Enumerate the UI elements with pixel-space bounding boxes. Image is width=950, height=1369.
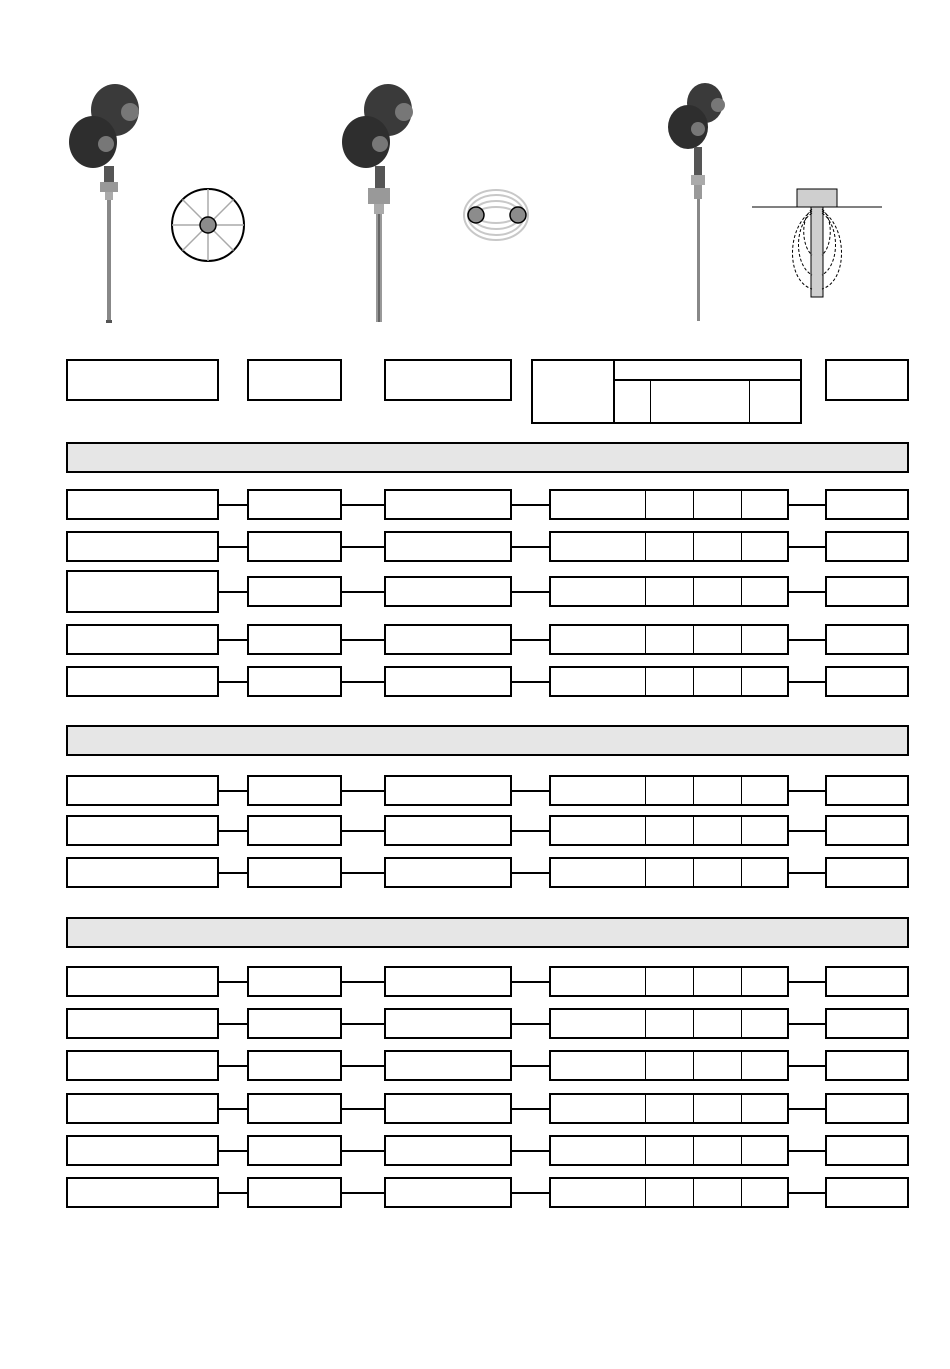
s3-r5-connector-2 (341, 1150, 385, 1152)
s3-r1-connector-1 (218, 981, 248, 983)
s3-r3-box-1 (66, 1050, 219, 1081)
s2-r1-box-3 (384, 775, 512, 806)
s3-r6-box-1 (66, 1177, 219, 1208)
s1-r1-cell-divider-1 (645, 490, 646, 519)
s1-r1-cell-divider-3 (741, 490, 742, 519)
s1-r2-cell-divider-1 (645, 532, 646, 561)
s3-r4-cell-divider-1 (645, 1094, 646, 1123)
s3-r3-box-3 (384, 1050, 512, 1081)
s3-r3-cell-divider-1 (645, 1051, 646, 1080)
s3-r4-box-5 (825, 1093, 909, 1124)
s3-r1-cell-divider-3 (741, 967, 742, 996)
header-divider (613, 360, 615, 423)
s3-r3-box-4 (549, 1050, 789, 1081)
s2-r3-box-4 (549, 857, 789, 888)
s1-r3-connector-3 (511, 591, 550, 593)
s3-r4-box-4 (549, 1093, 789, 1124)
s2-r3-cell-divider-2 (693, 858, 694, 887)
s3-r2-box-3 (384, 1008, 512, 1039)
s2-r3-box-2 (247, 857, 342, 888)
s1-r4-connector-2 (341, 639, 385, 641)
s3-r3-connector-1 (218, 1065, 248, 1067)
s2-r2-connector-3 (511, 830, 550, 832)
s1-r4-box-4 (549, 624, 789, 655)
s1-r2-connector-3 (511, 546, 550, 548)
s1-r2-box-1 (66, 531, 219, 562)
s3-r1-connector-3 (511, 981, 550, 983)
s3-r6-connector-4 (788, 1192, 826, 1194)
s2-r2-box-4 (549, 815, 789, 846)
s1-r3-cell-divider-1 (645, 577, 646, 606)
header-box-5 (825, 359, 909, 401)
s3-r2-cell-divider-3 (741, 1009, 742, 1038)
s3-r5-connector-3 (511, 1150, 550, 1152)
s2-r1-box-2 (247, 775, 342, 806)
s3-r4-connector-3 (511, 1108, 550, 1110)
s3-r5-cell-divider-1 (645, 1136, 646, 1165)
header-subcell-divider-1 (650, 380, 651, 423)
s1-r2-box-3 (384, 531, 512, 562)
s3-r2-connector-2 (341, 1023, 385, 1025)
s1-r4-box-5 (825, 624, 909, 655)
s3-r2-cell-divider-2 (693, 1009, 694, 1038)
s2-r3-cell-divider-3 (741, 858, 742, 887)
s3-r3-cell-divider-2 (693, 1051, 694, 1080)
s1-r5-box-4 (549, 666, 789, 697)
s3-r6-box-4 (549, 1177, 789, 1208)
s3-r2-box-5 (825, 1008, 909, 1039)
s3-r3-box-2 (247, 1050, 342, 1081)
s3-r6-cell-divider-2 (693, 1178, 694, 1207)
s3-r5-cell-divider-3 (741, 1136, 742, 1165)
s3-r3-cell-divider-3 (741, 1051, 742, 1080)
s1-r2-connector-2 (341, 546, 385, 548)
s3-r2-connector-1 (218, 1023, 248, 1025)
s2-r1-connector-3 (511, 790, 550, 792)
s2-r1-box-4 (549, 775, 789, 806)
s3-r6-box-2 (247, 1177, 342, 1208)
s3-r6-connector-3 (511, 1192, 550, 1194)
s3-r4-connector-2 (341, 1108, 385, 1110)
s1-r4-cell-divider-1 (645, 625, 646, 654)
s1-r3-box-1 (66, 570, 219, 613)
s3-r6-connector-1 (218, 1192, 248, 1194)
s2-r2-connector-2 (341, 830, 385, 832)
s3-r5-box-2 (247, 1135, 342, 1166)
s3-r1-cell-divider-2 (693, 967, 694, 996)
s3-r5-box-4 (549, 1135, 789, 1166)
s2-r3-cell-divider-1 (645, 858, 646, 887)
s3-r2-box-4 (549, 1008, 789, 1039)
s3-r1-box-2 (247, 966, 342, 997)
header-subcell-divider-2 (749, 380, 750, 423)
s2-r3-box-5 (825, 857, 909, 888)
s1-r1-connector-1 (218, 504, 248, 506)
s1-r1-box-2 (247, 489, 342, 520)
s3-r2-connector-4 (788, 1023, 826, 1025)
s3-r5-connector-4 (788, 1150, 826, 1152)
s3-r2-box-2 (247, 1008, 342, 1039)
s1-r1-connector-3 (511, 504, 550, 506)
s1-r2-box-5 (825, 531, 909, 562)
s1-r3-connector-4 (788, 591, 826, 593)
s1-r3-box-2 (247, 576, 342, 607)
s3-r4-connector-1 (218, 1108, 248, 1110)
s1-r3-cell-divider-2 (693, 577, 694, 606)
s2-r2-connector-4 (788, 830, 826, 832)
s3-r3-connector-4 (788, 1065, 826, 1067)
s3-r1-cell-divider-1 (645, 967, 646, 996)
s2-r2-cell-divider-3 (741, 816, 742, 845)
s1-r4-connector-3 (511, 639, 550, 641)
s1-r3-connector-1 (218, 591, 248, 593)
s2-r1-connector-1 (218, 790, 248, 792)
s3-r1-box-4 (549, 966, 789, 997)
s1-r5-cell-divider-1 (645, 667, 646, 696)
header-box-1 (66, 359, 219, 401)
s2-r1-box-5 (825, 775, 909, 806)
s2-r3-connector-4 (788, 872, 826, 874)
s1-r5-box-1 (66, 666, 219, 697)
s2-r2-cell-divider-1 (645, 816, 646, 845)
s2-r2-box-3 (384, 815, 512, 846)
s1-r1-cell-divider-2 (693, 490, 694, 519)
s1-r1-connector-2 (341, 504, 385, 506)
section-bar-1 (66, 442, 909, 473)
level-probe-short-rod (650, 75, 750, 325)
s1-r4-connector-1 (218, 639, 248, 641)
s3-r1-box-3 (384, 966, 512, 997)
s2-r3-connector-3 (511, 872, 550, 874)
s2-r3-connector-2 (341, 872, 385, 874)
s1-r3-box-4 (549, 576, 789, 607)
s3-r4-box-1 (66, 1093, 219, 1124)
s1-r5-connector-2 (341, 681, 385, 683)
s1-r4-cell-divider-3 (741, 625, 742, 654)
s3-r4-cell-divider-2 (693, 1094, 694, 1123)
level-probe-single-rod (60, 70, 160, 330)
s3-r5-box-5 (825, 1135, 909, 1166)
s2-r1-cell-divider-1 (645, 776, 646, 805)
s1-r1-box-1 (66, 489, 219, 520)
s3-r3-box-5 (825, 1050, 909, 1081)
s1-r4-box-3 (384, 624, 512, 655)
s1-r3-box-3 (384, 576, 512, 607)
header-box-2 (247, 359, 342, 401)
s1-r3-box-5 (825, 576, 909, 607)
s3-r5-box-1 (66, 1135, 219, 1166)
two-conductor-field-icon (462, 188, 532, 244)
s3-r3-connector-2 (341, 1065, 385, 1067)
s1-r2-cell-divider-2 (693, 532, 694, 561)
s2-r2-box-5 (825, 815, 909, 846)
s1-r1-box-4 (549, 489, 789, 520)
s3-r5-cell-divider-2 (693, 1136, 694, 1165)
s3-r2-cell-divider-1 (645, 1009, 646, 1038)
section-bar-3 (66, 917, 909, 948)
s2-r1-connector-2 (341, 790, 385, 792)
header-box-3 (384, 359, 512, 401)
section-bar-2 (66, 725, 909, 756)
s1-r5-cell-divider-3 (741, 667, 742, 696)
radial-field-icon (168, 185, 248, 265)
s2-r1-cell-divider-3 (741, 776, 742, 805)
s1-r5-connector-4 (788, 681, 826, 683)
s2-r3-connector-1 (218, 872, 248, 874)
rod-field-pattern-icon (752, 185, 884, 301)
s1-r5-box-2 (247, 666, 342, 697)
s1-r5-cell-divider-2 (693, 667, 694, 696)
s3-r3-connector-3 (511, 1065, 550, 1067)
s1-r3-connector-2 (341, 591, 385, 593)
s1-r5-connector-3 (511, 681, 550, 683)
s3-r1-box-1 (66, 966, 219, 997)
s2-r3-box-1 (66, 857, 219, 888)
s3-r4-box-2 (247, 1093, 342, 1124)
s3-r6-cell-divider-1 (645, 1178, 646, 1207)
s1-r2-connector-1 (218, 546, 248, 548)
s1-r4-cell-divider-2 (693, 625, 694, 654)
s1-r1-connector-4 (788, 504, 826, 506)
s2-r2-connector-1 (218, 830, 248, 832)
s1-r2-box-2 (247, 531, 342, 562)
s1-r2-cell-divider-3 (741, 532, 742, 561)
s3-r1-connector-2 (341, 981, 385, 983)
s2-r3-box-3 (384, 857, 512, 888)
s2-r2-box-1 (66, 815, 219, 846)
s3-r5-connector-1 (218, 1150, 248, 1152)
s3-r4-cell-divider-3 (741, 1094, 742, 1123)
s1-r4-connector-4 (788, 639, 826, 641)
s3-r2-connector-3 (511, 1023, 550, 1025)
s3-r6-box-5 (825, 1177, 909, 1208)
s1-r3-cell-divider-3 (741, 577, 742, 606)
s3-r1-connector-4 (788, 981, 826, 983)
s1-r2-connector-4 (788, 546, 826, 548)
s1-r1-box-5 (825, 489, 909, 520)
s1-r4-box-2 (247, 624, 342, 655)
s3-r2-box-1 (66, 1008, 219, 1039)
s3-r6-connector-2 (341, 1192, 385, 1194)
s1-r5-connector-1 (218, 681, 248, 683)
s3-r5-box-3 (384, 1135, 512, 1166)
s3-r1-box-5 (825, 966, 909, 997)
level-probe-coaxial (330, 70, 430, 330)
s3-r4-box-3 (384, 1093, 512, 1124)
s1-r2-box-4 (549, 531, 789, 562)
header-box-group (531, 359, 802, 424)
s1-r5-box-5 (825, 666, 909, 697)
s2-r1-box-1 (66, 775, 219, 806)
s2-r1-connector-4 (788, 790, 826, 792)
s3-r4-connector-4 (788, 1108, 826, 1110)
s3-r6-box-3 (384, 1177, 512, 1208)
s2-r1-cell-divider-2 (693, 776, 694, 805)
s1-r5-box-3 (384, 666, 512, 697)
s3-r6-cell-divider-3 (741, 1178, 742, 1207)
s2-r2-cell-divider-2 (693, 816, 694, 845)
s2-r2-box-2 (247, 815, 342, 846)
s1-r4-box-1 (66, 624, 219, 655)
s1-r1-box-3 (384, 489, 512, 520)
header-subdivider (614, 379, 801, 381)
